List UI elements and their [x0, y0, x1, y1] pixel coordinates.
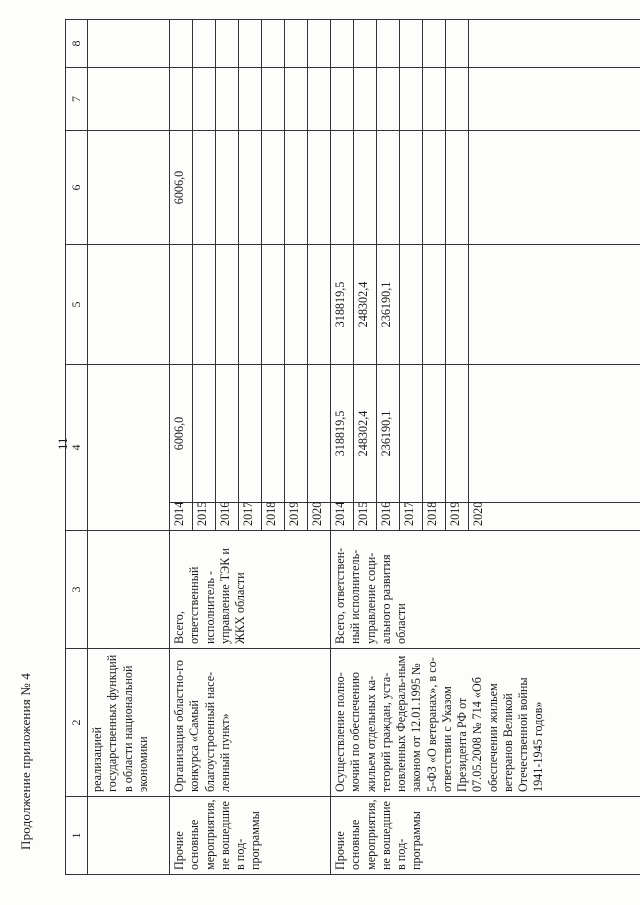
value-cell-col8 — [308, 20, 331, 68]
value-cell-col8 — [446, 20, 469, 68]
value-cell-col6 — [331, 131, 354, 245]
value-cell-col8 — [354, 20, 377, 68]
value-cell-col7 — [423, 68, 446, 131]
value-cell-col5 — [446, 245, 469, 365]
value-cell-col8 — [170, 20, 193, 68]
col-header-8: 8 — [66, 20, 88, 68]
value-cell-col8 — [377, 20, 400, 68]
column-number-row — [66, 20, 88, 875]
value-cell-col5: 248302,4 — [354, 245, 377, 365]
value-cell-col7 — [262, 68, 285, 131]
value-cell-col4 — [446, 365, 469, 503]
value-cell-col8 — [239, 20, 262, 68]
value-cell-col6 — [308, 131, 331, 245]
value-cell-col6 — [354, 131, 377, 245]
year-cell: 2018 — [423, 503, 446, 531]
value-cell-col7 — [308, 68, 331, 131]
col-header-1: 1 — [66, 797, 88, 875]
value-cell-col4 — [285, 365, 308, 503]
value-cell-col5 — [193, 245, 216, 365]
value-cell-col7 — [469, 68, 640, 131]
table-row — [170, 20, 193, 875]
value-cell-col4 — [423, 365, 446, 503]
section-b — [331, 20, 640, 875]
value-cell-col7 — [170, 68, 193, 131]
value-cell-col5: 318819,5 — [331, 245, 354, 365]
value-cell-col5 — [216, 245, 239, 365]
value-cell-col6: 6006,0 — [170, 131, 193, 245]
value-cell-col4 — [262, 365, 285, 503]
value-cell-col7 — [331, 68, 354, 131]
section-a — [170, 20, 331, 875]
value-cell-col5 — [423, 245, 446, 365]
year-cell: 2020 — [469, 503, 640, 531]
value-cell-col5 — [239, 245, 262, 365]
value-cell-col8 — [285, 20, 308, 68]
cont-col1 — [88, 797, 170, 875]
value-cell-col5 — [262, 245, 285, 365]
year-cell: 2017 — [239, 503, 262, 531]
table-row — [331, 20, 354, 875]
year-cell: 2016 — [216, 503, 239, 531]
year-cell: 2016 — [377, 503, 400, 531]
value-cell-col5 — [400, 245, 423, 365]
responsible-executor: Всего, ответствен-ный исполнитель-управление соци-ального развития области — [331, 531, 640, 649]
value-cell-col5: 236190,1 — [377, 245, 400, 365]
value-cell-col8 — [262, 20, 285, 68]
value-cell-col4 — [469, 365, 640, 503]
value-cell-col8 — [331, 20, 354, 68]
year-cell: 2020 — [308, 503, 331, 531]
appendix-header: Продолжение приложения № 4 — [18, 672, 33, 850]
year-cell: 2019 — [446, 503, 469, 531]
year-cell: 2018 — [262, 503, 285, 531]
value-cell-col6 — [216, 131, 239, 245]
value-cell-col5 — [285, 245, 308, 365]
col-header-2: 2 — [66, 649, 88, 797]
year-cell: 2014 — [331, 503, 354, 531]
value-cell-col5 — [170, 245, 193, 365]
value-cell-col6 — [285, 131, 308, 245]
value-cell-col6 — [262, 131, 285, 245]
year-cell: 2015 — [193, 503, 216, 531]
value-cell-col6 — [377, 131, 400, 245]
col-header-6: 6 — [66, 131, 88, 245]
value-cell-col7 — [285, 68, 308, 131]
value-cell-col5 — [469, 245, 640, 365]
program-table — [65, 19, 640, 875]
year-cell: 2014 — [170, 503, 193, 531]
value-cell-col4: 6006,0 — [170, 365, 193, 503]
value-cell-col4 — [216, 365, 239, 503]
value-cell-col4 — [239, 365, 262, 503]
col-header-4: 4 — [66, 365, 88, 531]
cont-col2: реализацией государственных функций в области национальной экономики — [88, 649, 170, 797]
year-cell: 2015 — [354, 503, 377, 531]
activity-category: Прочие основные мероприятия, не вошедшие в под-программы — [331, 797, 640, 875]
value-cell-col4 — [400, 365, 423, 503]
value-cell-col6 — [469, 131, 640, 245]
value-cell-col7 — [239, 68, 262, 131]
col-header-3: 3 — [66, 531, 88, 649]
value-cell-col7 — [216, 68, 239, 131]
value-cell-col6 — [446, 131, 469, 245]
value-cell-col4 — [308, 365, 331, 503]
page-number: 11 — [55, 437, 70, 450]
value-cell-col8 — [469, 20, 640, 68]
value-cell-col7 — [400, 68, 423, 131]
value-cell-col6 — [193, 131, 216, 245]
continuation-row — [88, 20, 170, 875]
value-cell-col8 — [216, 20, 239, 68]
value-cell-col4 — [193, 365, 216, 503]
value-cell-col4: 318819,5 — [331, 365, 354, 503]
value-cell-col8 — [193, 20, 216, 68]
year-cell: 2017 — [400, 503, 423, 531]
value-cell-col8 — [423, 20, 446, 68]
value-cell-col7 — [377, 68, 400, 131]
value-cell-col7 — [354, 68, 377, 131]
value-cell-col6 — [239, 131, 262, 245]
value-cell-col4: 248302,4 — [354, 365, 377, 503]
year-cell: 2019 — [285, 503, 308, 531]
activity-category: Прочие основные мероприятия, не вошедшие в под-программы — [170, 797, 331, 875]
value-cell-col8 — [400, 20, 423, 68]
col-header-5: 5 — [66, 245, 88, 365]
value-cell-col7 — [446, 68, 469, 131]
col-header-7: 7 — [66, 68, 88, 131]
value-cell-col4: 236190,1 — [377, 365, 400, 503]
value-cell-col6 — [400, 131, 423, 245]
activity-description: Организация областно-го конкурса «Самый благоустроенный насе-ленный пункт» — [170, 649, 331, 797]
value-cell-col6 — [423, 131, 446, 245]
value-cell-col5 — [308, 245, 331, 365]
activity-description: Осуществление полно-мочий по обеспечению жильем отдельных ка-тегорий граждан, уста-новленных Федераль-ным законом от 12.01.1995 № 5-ФЗ «О ветеранах», в со-ответствии с Указом Президента РФ от 07.05.2008 № 714 «Об обеспечении жильем ветеранов Великой Отечественной войны 1941-1945 годов» — [331, 649, 640, 797]
responsible-executor: Всего, ответственный исполнитель - управление ТЭК и ЖКХ области — [170, 531, 331, 649]
value-cell-col7 — [193, 68, 216, 131]
